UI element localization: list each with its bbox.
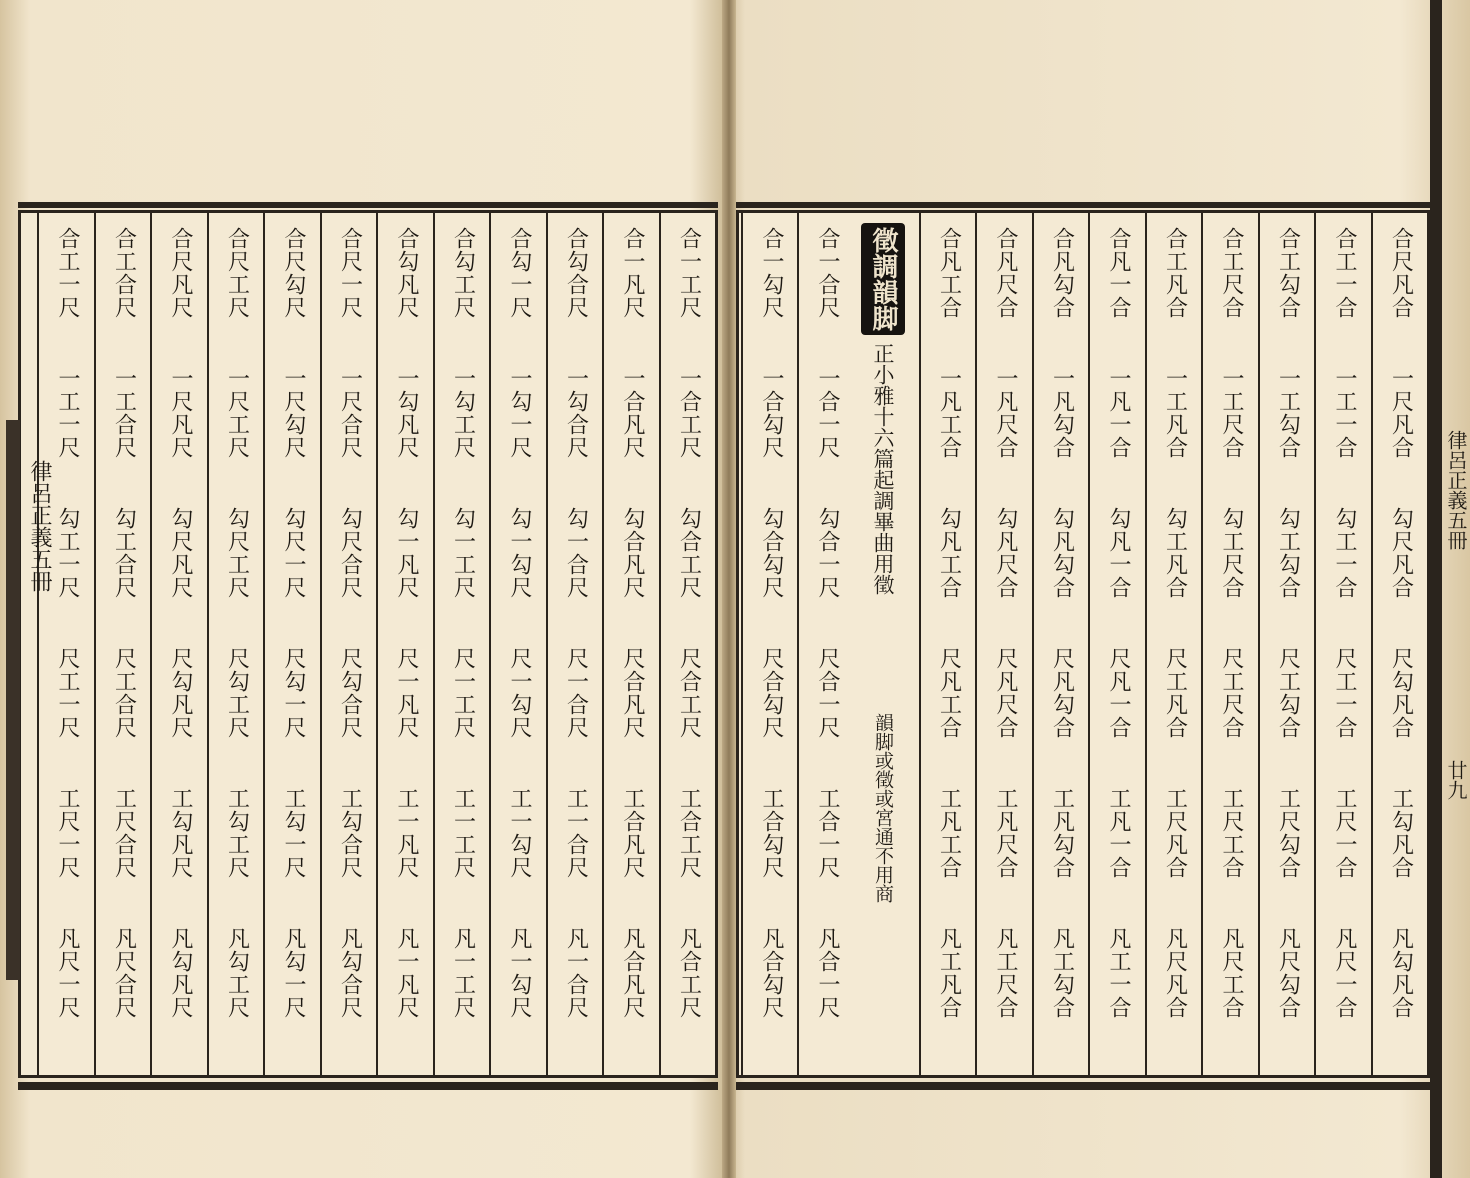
left-column-grid	[21, 213, 715, 1075]
notation-cell: 工勾凡合	[1388, 787, 1414, 879]
notation-cell: 工合工尺	[676, 787, 702, 879]
notation-cell: 勾合一尺	[815, 507, 840, 599]
notation-cell: 勾尺合尺	[337, 507, 363, 599]
page-number: 廿九	[1444, 760, 1468, 800]
notation-cell: 工一工尺	[450, 787, 476, 879]
notation-cell: 一尺工尺	[224, 367, 250, 459]
notation-cell: 一凡尺合	[993, 367, 1018, 459]
notation-cell: 合尺凡尺	[168, 227, 193, 319]
notation-cell: 勾合工尺	[676, 507, 702, 599]
notation-cell: 勾工一尺	[55, 507, 80, 599]
right-column-grid	[739, 213, 1427, 1075]
bottom-border-rule-right	[736, 1082, 1430, 1090]
notation-cell: 一工合尺	[111, 367, 137, 459]
notation-cell: 凡勾凡尺	[168, 927, 193, 1019]
notation-cell: 凡勾合尺	[337, 927, 363, 1019]
notation-cell: 合尺一尺	[337, 227, 363, 319]
right-page-column	[1314, 213, 1370, 1075]
notation-cell: 凡尺工合	[1219, 927, 1244, 1019]
notation-cell: 合工凡合	[1162, 227, 1188, 319]
notation-cell: 合凡勾合	[1049, 227, 1075, 319]
notation-cell: 凡尺勾合	[1275, 927, 1301, 1019]
notation-cell: 一工尺合	[1219, 367, 1244, 459]
notation-cell: 工勾凡尺	[168, 787, 193, 879]
notation-cell: 一凡勾合	[1049, 367, 1075, 459]
notation-cell: 尺工凡合	[1162, 647, 1188, 739]
right-margin-label: 律呂正義五冊	[1444, 430, 1468, 550]
notation-cell: 尺合工尺	[676, 647, 702, 739]
notation-cell: 合凡一合	[1106, 227, 1131, 319]
notation-cell: 尺合勾尺	[759, 647, 784, 739]
notation-cell: 尺凡尺合	[993, 647, 1018, 739]
notation-cell: 勾尺凡合	[1388, 507, 1414, 599]
notation-cell: 凡合凡尺	[620, 927, 645, 1019]
right-edge-fishtail	[1430, 0, 1442, 1178]
left-page	[0, 0, 728, 1178]
notation-cell: 一凡工合	[936, 367, 962, 459]
notation-cell: 工凡工合	[936, 787, 962, 879]
notation-cell: 一尺勾尺	[281, 367, 306, 459]
notation-cell: 尺工一尺	[55, 647, 80, 739]
left-text-frame	[18, 210, 718, 1078]
notation-cell: 勾一凡尺	[394, 507, 419, 599]
notation-cell: 合勾合尺	[563, 227, 589, 319]
notation-cell: 尺凡一合	[1106, 647, 1131, 739]
notation-cell: 凡尺一尺	[55, 927, 80, 1019]
left-page-column	[263, 213, 319, 1075]
notation-cell: 合一凡尺	[620, 227, 645, 319]
notation-cell: 凡合一尺	[815, 927, 840, 1019]
notation-cell: 一勾一尺	[507, 367, 532, 459]
bottom-border-rule	[18, 1082, 718, 1090]
notation-cell: 勾尺一尺	[281, 507, 306, 599]
notation-cell: 工尺工合	[1219, 787, 1244, 879]
notation-cell: 凡勾工尺	[224, 927, 250, 1019]
top-border-rule-right	[736, 202, 1430, 208]
notation-cell: 工凡一合	[1106, 787, 1131, 879]
notation-cell: 凡一工尺	[450, 927, 476, 1019]
notation-cell: 凡工勾合	[1049, 927, 1075, 1019]
notation-cell: 勾凡勾合	[1049, 507, 1075, 599]
left-page-column	[602, 213, 658, 1075]
right-page-column	[1088, 213, 1144, 1075]
notation-cell: 勾合勾尺	[759, 507, 784, 599]
notation-cell: 合工一合	[1332, 227, 1357, 319]
notation-cell: 合工勾合	[1275, 227, 1301, 319]
notation-cell: 尺工勾合	[1275, 647, 1301, 739]
notation-cell: 一工勾合	[1275, 367, 1301, 459]
notation-cell: 尺合凡尺	[620, 647, 645, 739]
notation-cell: 尺一合尺	[563, 647, 589, 739]
right-page-column	[1371, 213, 1427, 1075]
notation-cell: 合勾一尺	[507, 227, 532, 319]
notation-cell: 勾工合尺	[111, 507, 137, 599]
notation-cell: 尺一勾尺	[507, 647, 532, 739]
notation-cell: 合凡尺合	[993, 227, 1018, 319]
notation-cell: 勾尺凡尺	[168, 507, 193, 599]
notation-cell: 合尺凡合	[1388, 227, 1414, 319]
notation-cell: 一勾凡尺	[394, 367, 419, 459]
left-edge-fishtail	[6, 420, 20, 980]
notation-cell: 合一勾尺	[759, 227, 784, 319]
notation-cell: 工凡勾合	[1049, 787, 1075, 879]
right-page-column	[975, 213, 1031, 1075]
notation-cell: 勾凡工合	[936, 507, 962, 599]
notation-cell: 凡尺凡合	[1162, 927, 1188, 1019]
notation-cell: 一合工尺	[676, 367, 702, 459]
notation-cell: 勾尺工尺	[224, 507, 250, 599]
notation-cell: 尺勾合尺	[337, 647, 363, 739]
left-page-column	[207, 213, 263, 1075]
notation-cell: 工尺一尺	[55, 787, 80, 879]
notation-cell: 工尺凡合	[1162, 787, 1188, 879]
notation-cell: 尺工一合	[1332, 647, 1357, 739]
left-page-column	[320, 213, 376, 1075]
notation-cell: 一合一尺	[815, 367, 840, 459]
notation-cell: 工尺合尺	[111, 787, 137, 879]
notation-cell: 工勾一尺	[281, 787, 306, 879]
notation-cell: 一尺凡尺	[168, 367, 193, 459]
notation-cell: 一工一合	[1332, 367, 1357, 459]
notation-cell: 工勾工尺	[224, 787, 250, 879]
left-page-column	[489, 213, 545, 1075]
notation-cell: 凡勾凡合	[1388, 927, 1414, 1019]
notation-cell: 勾工勾合	[1275, 507, 1301, 599]
right-page-column	[1258, 213, 1314, 1075]
notation-cell: 尺工合尺	[111, 647, 137, 739]
left-page-column	[659, 213, 715, 1075]
notation-cell: 工合凡尺	[620, 787, 645, 879]
right-page-column	[1201, 213, 1257, 1075]
right-page-column	[1145, 213, 1201, 1075]
notation-cell: 合一工尺	[676, 227, 702, 319]
notation-cell: 一尺凡合	[1388, 367, 1414, 459]
notation-cell: 勾一合尺	[563, 507, 589, 599]
left-page-column	[433, 213, 489, 1075]
top-border-rule	[18, 202, 718, 208]
right-page	[730, 0, 1470, 1178]
notation-cell: 尺凡勾合	[1049, 647, 1075, 739]
right-page-column	[1032, 213, 1088, 1075]
notation-cell: 凡工凡合	[936, 927, 962, 1019]
notation-cell: 凡一凡尺	[394, 927, 419, 1019]
notation-cell: 合一合尺	[815, 227, 840, 319]
right-page-tail-column	[741, 213, 797, 1075]
notation-cell: 勾工一合	[1332, 507, 1357, 599]
notation-cell: 工凡尺合	[993, 787, 1018, 879]
notation-cell: 合工合尺	[111, 227, 137, 319]
notation-cell: 工尺勾合	[1275, 787, 1301, 879]
notation-cell: 尺勾一尺	[281, 647, 306, 739]
notation-cell: 尺一凡尺	[394, 647, 419, 739]
left-page-column	[376, 213, 432, 1075]
notation-cell: 工一勾尺	[507, 787, 532, 879]
notation-cell: 一工一尺	[55, 367, 80, 459]
right-text-frame	[736, 210, 1430, 1078]
notation-cell: 凡一合尺	[563, 927, 589, 1019]
notation-cell: 一合凡尺	[620, 367, 645, 459]
notation-cell: 一勾合尺	[563, 367, 589, 459]
notation-cell: 凡合工尺	[676, 927, 702, 1019]
notation-cell: 一工凡合	[1162, 367, 1188, 459]
notation-cell: 合勾工尺	[450, 227, 476, 319]
notation-cell: 凡工一合	[1106, 927, 1131, 1019]
notation-cell: 尺一工尺	[450, 647, 476, 739]
notation-cell: 凡尺一合	[1332, 927, 1357, 1019]
left-page-column	[150, 213, 206, 1075]
left-page-column	[94, 213, 150, 1075]
notation-cell: 工合勾尺	[759, 787, 784, 879]
notation-cell: 工尺一合	[1332, 787, 1357, 879]
notation-cell: 合凡工合	[936, 227, 962, 319]
left-page-column	[37, 213, 93, 1075]
notation-cell: 合尺勾尺	[281, 227, 306, 319]
notation-cell: 勾凡尺合	[993, 507, 1018, 599]
notation-cell: 勾一勾尺	[507, 507, 532, 599]
notation-cell: 凡勾一尺	[281, 927, 306, 1019]
section-note-line-1: 正小雅十六篇起調畢曲用徵	[871, 343, 895, 595]
notation-cell: 尺勾工尺	[224, 647, 250, 739]
section-note-line-2: 韻脚或徵或宮通不用商	[872, 713, 894, 903]
notation-cell: 尺工尺合	[1219, 647, 1244, 739]
notation-cell: 尺凡工合	[936, 647, 962, 739]
notation-cell: 工一凡尺	[394, 787, 419, 879]
notation-cell: 尺勾凡合	[1388, 647, 1414, 739]
notation-cell: 一合勾尺	[759, 367, 784, 459]
notation-cell: 凡合勾尺	[759, 927, 784, 1019]
notation-cell: 合尺工尺	[224, 227, 250, 319]
notation-cell: 勾工尺合	[1219, 507, 1244, 599]
notation-cell: 尺勾凡尺	[168, 647, 193, 739]
notation-cell: 合勾凡尺	[394, 227, 419, 319]
right-page-tail-column	[797, 213, 853, 1075]
notation-cell: 工勾合尺	[337, 787, 363, 879]
notation-cell: 勾一工尺	[450, 507, 476, 599]
left-page-column	[546, 213, 602, 1075]
notation-cell: 一勾工尺	[450, 367, 476, 459]
notation-cell: 合工尺合	[1219, 227, 1244, 319]
notation-cell: 勾凡一合	[1106, 507, 1131, 599]
notation-cell: 工合一尺	[815, 787, 840, 879]
notation-cell: 勾合凡尺	[620, 507, 645, 599]
notation-cell: 尺合一尺	[815, 647, 840, 739]
notation-cell: 凡尺合尺	[111, 927, 137, 1019]
notation-cell: 一凡一合	[1106, 367, 1131, 459]
notation-cell: 工一合尺	[563, 787, 589, 879]
notation-cell: 合工一尺	[55, 227, 80, 319]
section-title: 徵調韻脚	[861, 223, 905, 335]
notation-cell: 凡工尺合	[993, 927, 1018, 1019]
notation-cell: 勾工凡合	[1162, 507, 1188, 599]
notation-cell: 一尺合尺	[337, 367, 363, 459]
right-page-column	[919, 213, 975, 1075]
left-margin-label: 律呂正義五冊	[27, 460, 52, 592]
notation-cell: 凡一勾尺	[507, 927, 532, 1019]
